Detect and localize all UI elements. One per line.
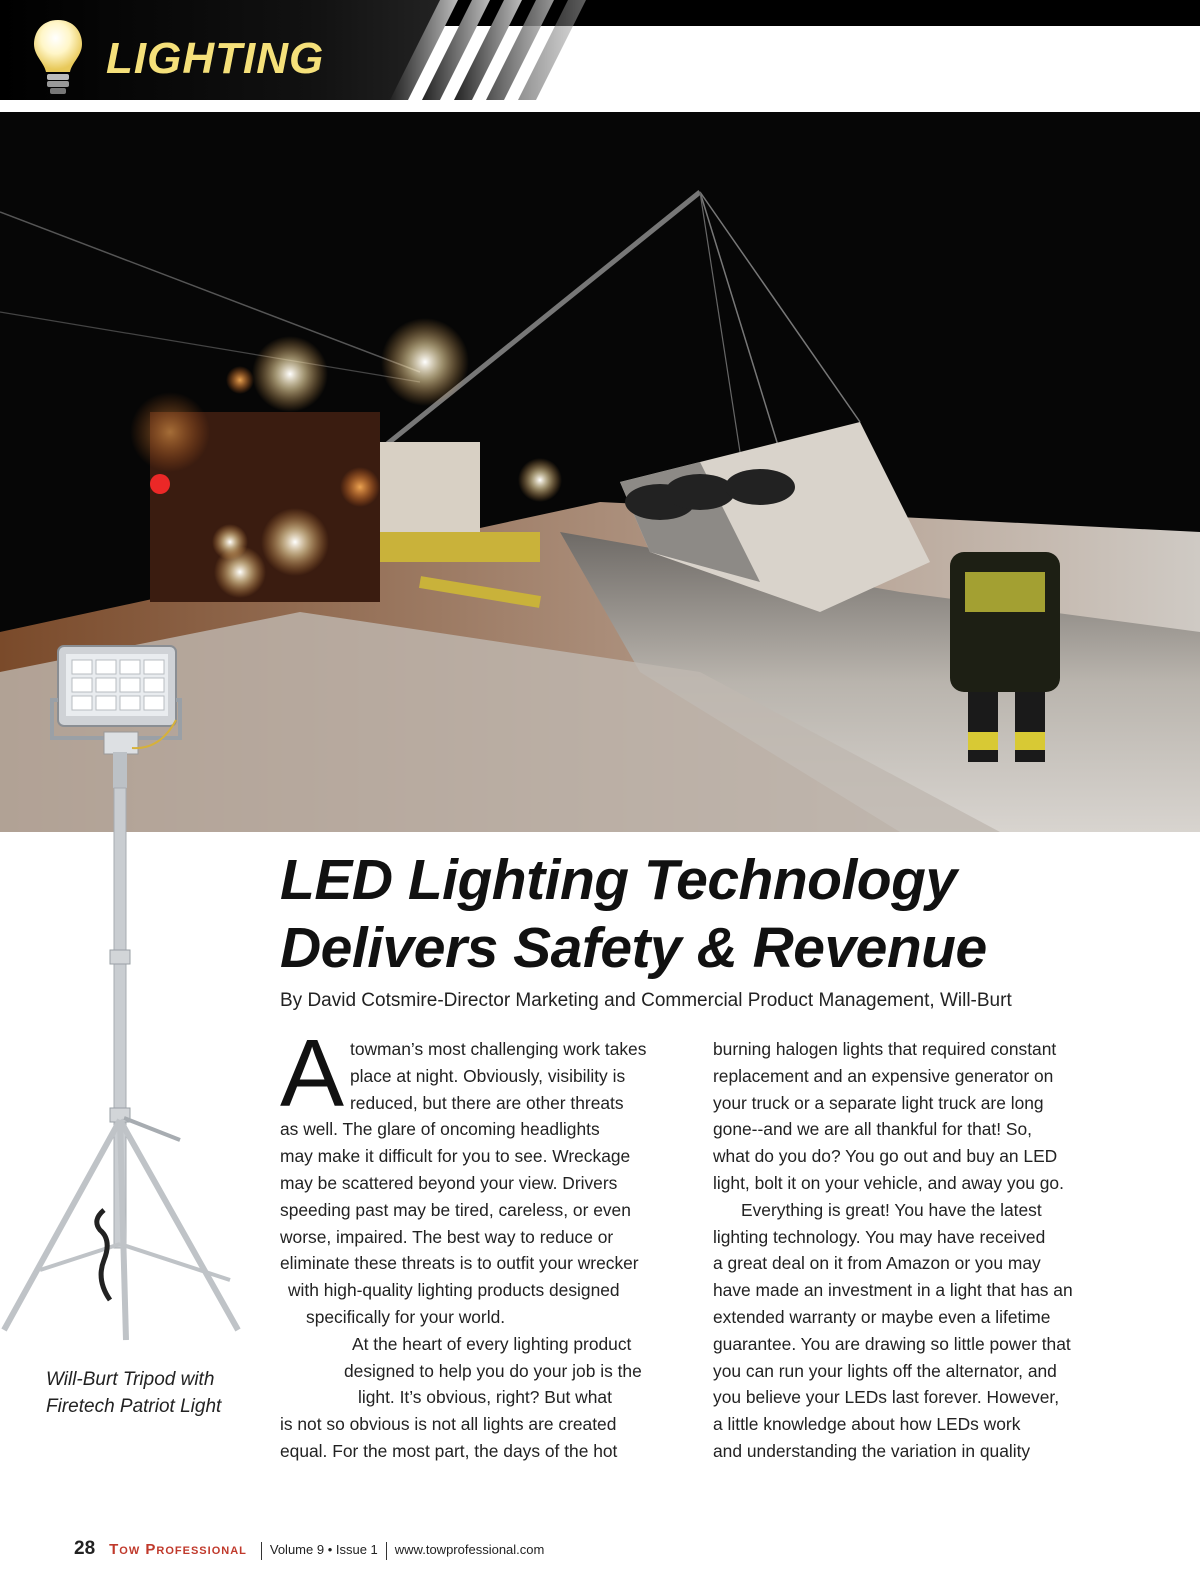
body-line: and understanding the variation in quality	[713, 1440, 1031, 1461]
caption-line: Firetech Patriot Light	[46, 1396, 222, 1417]
body-line: have made an investment in a light that has an	[713, 1280, 1073, 1301]
article-column-2	[713, 1036, 1131, 1465]
article-headline	[280, 846, 1180, 982]
section-title: LIGHTING	[106, 34, 325, 83]
drop-cap: A	[280, 1020, 345, 1127]
figure-caption	[46, 1366, 266, 1420]
body-line: a little knowledge about how LEDs work	[713, 1414, 1021, 1435]
body-line: eliminate these threats is to outfit your wrecker	[280, 1253, 639, 1274]
body-line: a great deal on it from Amazon or you may	[713, 1253, 1041, 1274]
body-line: may make it difficult for you to see. Wreckage	[280, 1146, 631, 1167]
body-line: with high-quality lighting products designed	[288, 1280, 620, 1301]
footer-divider	[261, 1542, 262, 1560]
article-byline: By David Cotsmire-Director Marketing and Commercial Product Management, Will-Burt	[280, 990, 1012, 1011]
headline-line: Delivers Safety & Revenue	[280, 916, 987, 980]
body-line: as well. The glare of oncoming headlights	[280, 1119, 600, 1140]
body-line: reduced, but there are other threats	[350, 1092, 624, 1113]
body-line: may be scattered beyond your view. Drivers	[280, 1172, 618, 1193]
caption-line: Will-Burt Tripod with	[46, 1369, 215, 1390]
body-line: At the heart of every lighting product	[352, 1333, 632, 1354]
body-line: place at night. Obviously, visibility is	[350, 1065, 626, 1086]
body-line: worse, impaired. The best way to reduce or	[280, 1226, 614, 1247]
lightbulb-icon	[30, 18, 86, 100]
body-line: lighting technology. You may have received	[713, 1226, 1046, 1247]
body-line: speeding past may be tired, careless, or even	[280, 1199, 631, 1220]
body-line: you believe your LEDs last forever. However,	[713, 1387, 1060, 1408]
body-line: specifically for your world.	[306, 1306, 506, 1327]
body-line: towman’s most challenging work takes	[350, 1039, 647, 1059]
body-line: your truck or a separate light truck are long	[713, 1092, 1044, 1113]
body-line: replacement and an expensive generator on	[713, 1065, 1054, 1086]
body-line: gone--and we are all thankful for that! So,	[713, 1119, 1033, 1140]
tripod-light-image	[0, 640, 260, 1400]
body-line: designed to help you do your job is the	[344, 1360, 642, 1381]
article-column-1	[280, 1036, 692, 1465]
body-line: equal. For the most part, the days of the hot	[280, 1440, 618, 1461]
section-header	[0, 0, 1200, 112]
issue-info: Volume 9 • Issue 1	[269, 1542, 378, 1557]
body-line: Everything is great! You have the latest	[741, 1199, 1042, 1220]
page-number: 28	[74, 1538, 96, 1559]
header-stripes	[380, 0, 620, 100]
body-line: is not so obvious is not all lights are created	[280, 1414, 617, 1435]
body-line: light, bolt it on your vehicle, and away you go.	[713, 1172, 1064, 1193]
body-line: guarantee. You are drawing so little power that	[713, 1333, 1071, 1354]
body-line: light. It’s obvious, right? But what	[358, 1387, 612, 1408]
website-link[interactable]: www.towprofessional.com	[394, 1542, 545, 1557]
body-line: burning halogen lights that required constant	[713, 1039, 1057, 1059]
page-footer	[74, 1538, 544, 1560]
body-line: extended warranty or maybe even a lifetime	[713, 1306, 1051, 1327]
magazine-name: Tow Professional	[109, 1541, 247, 1558]
footer-divider	[386, 1542, 387, 1560]
body-line: you can run your lights off the alternator, and	[713, 1360, 1057, 1381]
headline-line: LED Lighting Technology	[280, 848, 957, 912]
body-line: what do you do? You go out and buy an LED	[713, 1146, 1058, 1167]
